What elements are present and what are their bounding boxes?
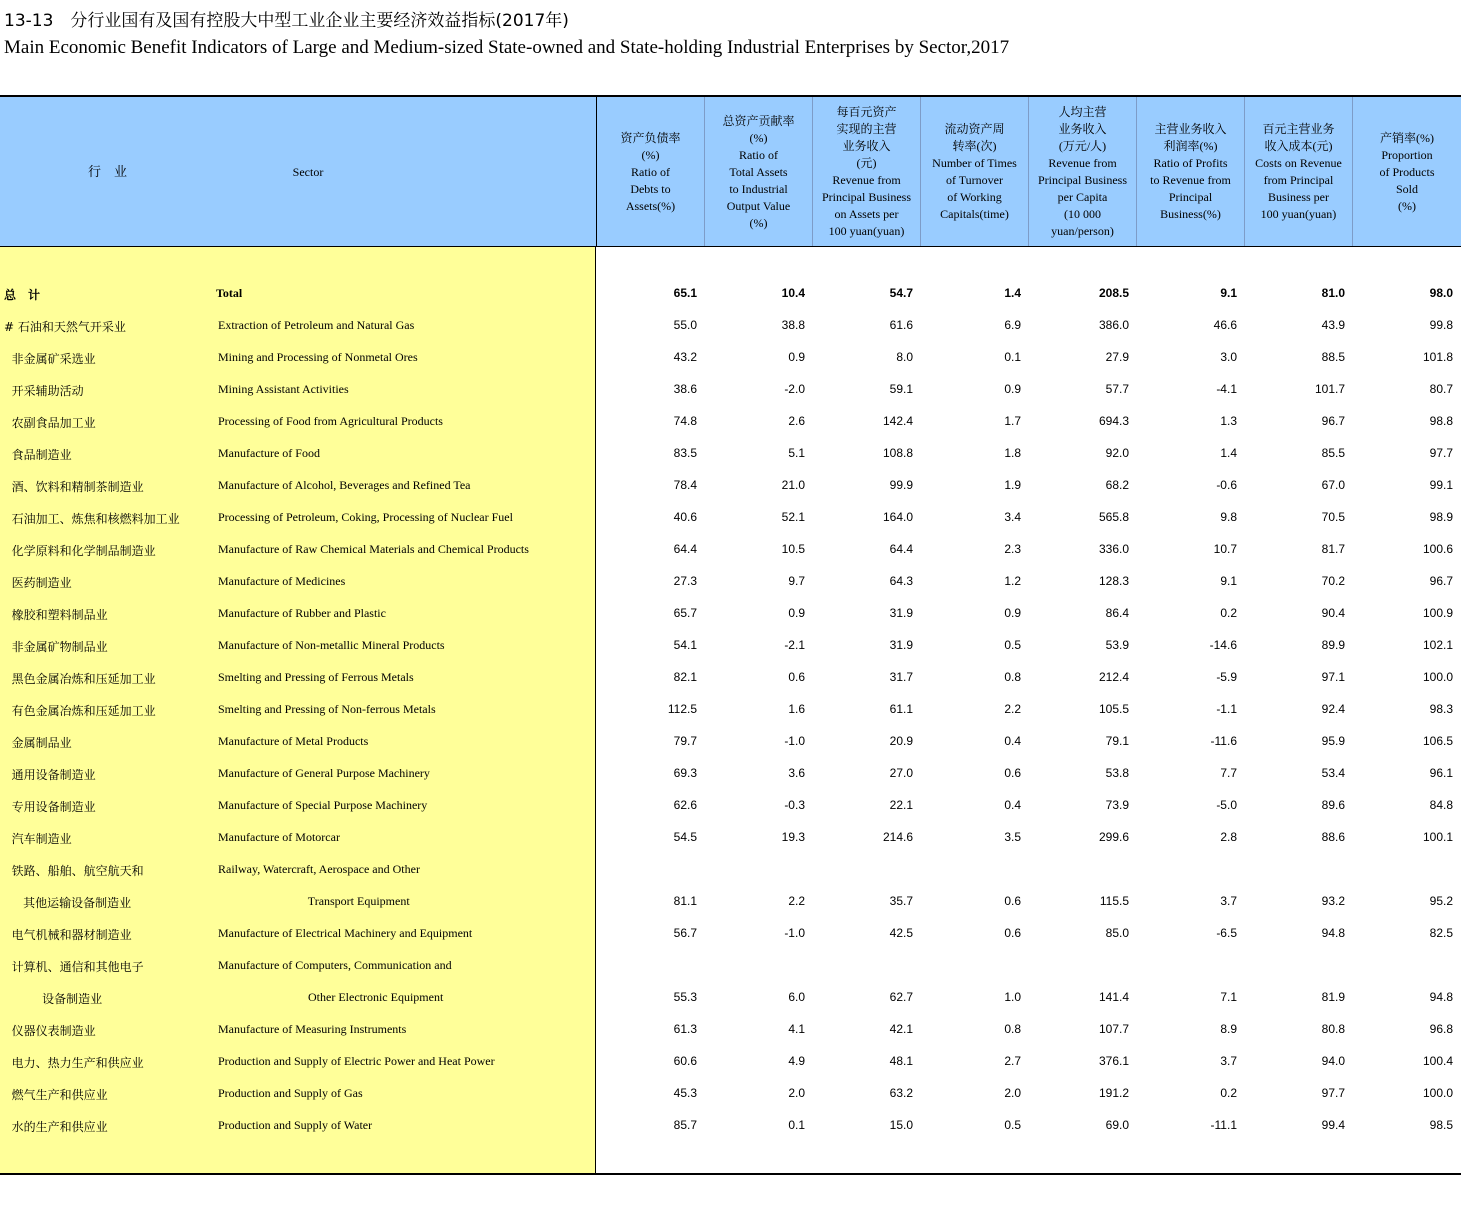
cell-col-3: 63.2: [889, 1086, 913, 1100]
cell-col-6: 1.4: [1220, 446, 1237, 460]
cell-col-8: 98.0: [1429, 286, 1453, 300]
sector-name-en: Manufacture of Computers, Communication and: [218, 958, 452, 972]
cell-col-4: 3.4: [1004, 510, 1021, 524]
table-row: [0, 918, 1461, 950]
sector-name-cn: 电气机械和器材制造业: [4, 928, 132, 942]
cell-col-3: 164.0: [882, 510, 913, 524]
cell-col-8: 100.0: [1422, 670, 1453, 684]
cell-col-8: 96.8: [1429, 1022, 1453, 1036]
cell-col-4: 1.0: [1004, 990, 1021, 1004]
sector-name-cn: 黑色金属冶炼和压延加工业: [4, 672, 156, 686]
table-row: [0, 886, 1461, 918]
sector-name-cn: 水的生产和供应业: [4, 1120, 108, 1134]
cell-col-5: 85.0: [1105, 926, 1129, 940]
cell-col-4: 2.2: [1004, 702, 1021, 716]
cell-col-8: 99.8: [1429, 318, 1453, 332]
cell-col-1: 55.3: [673, 990, 697, 1004]
header-col-8: 产销率(%) Proportion of Products Sold (%): [1379, 130, 1435, 213]
cell-col-1: 112.5: [667, 702, 697, 716]
sector-name-en: Extraction of Petroleum and Natural Gas: [218, 318, 415, 332]
cell-col-6: -11.1: [1210, 1118, 1237, 1132]
cell-col-6: -11.6: [1210, 734, 1237, 748]
cell-col-8: 84.8: [1429, 798, 1453, 812]
header-col-3: 每百元资产 实现的主营 业务收入 (元) Revenue from Principal Business on Assets per 100 yuan(yuan): [813, 97, 921, 247]
sector-name-cn: 专用设备制造业: [4, 800, 96, 814]
sector-name-en: Processing of Food from Agricultural Products: [218, 414, 443, 428]
cell-col-1: 85.7: [673, 1118, 697, 1132]
cell-col-4: 0.9: [1004, 606, 1021, 620]
cell-col-8: 99.1: [1429, 478, 1453, 492]
sector-name-cn: 燃气生产和供应业: [4, 1088, 108, 1102]
cell-col-7: 93.2: [1321, 894, 1345, 908]
cell-col-1: 45.3: [673, 1086, 697, 1100]
cell-col-5: 191.2: [1098, 1086, 1129, 1100]
header-col-6: 主营业务收入 利润率(%) Ratio of Profits to Revenue from Principal Business(%): [1137, 97, 1245, 247]
cell-col-1: 27.3: [673, 574, 697, 588]
cell-col-7: 80.8: [1321, 1022, 1345, 1036]
cell-col-2: 19.3: [781, 830, 805, 844]
table-row: [0, 374, 1461, 406]
sector-name-cn: 食品制造业: [4, 448, 72, 462]
table-row: [0, 406, 1461, 438]
cell-col-1: 55.0: [673, 318, 697, 332]
cell-col-8: 102.1: [1422, 638, 1453, 652]
cell-col-3: 31.9: [889, 606, 913, 620]
sector-name-en: Manufacture of Special Purpose Machinery: [218, 798, 428, 812]
cell-col-3: 27.0: [889, 766, 913, 780]
table-row: [0, 1078, 1461, 1110]
table-row: [0, 278, 1461, 310]
cell-col-7: 97.1: [1321, 670, 1345, 684]
cell-col-2: 2.0: [788, 1086, 805, 1100]
cell-col-3: 108.8: [882, 446, 913, 460]
sector-name-en: Railway, Watercraft, Aerospace and Other: [218, 862, 420, 876]
sector-name-en: Manufacture of Medicines: [218, 574, 346, 588]
cell-col-5: 128.3: [1098, 574, 1129, 588]
cell-col-2: 2.2: [788, 894, 805, 908]
cell-col-2: 52.1: [781, 510, 805, 524]
table-row: [0, 854, 1461, 886]
cell-col-2: 9.7: [788, 574, 805, 588]
sector-name-cn: 计算机、通信和其他电子: [4, 960, 144, 974]
table-row: [0, 470, 1461, 502]
table-row: [0, 1014, 1461, 1046]
cell-col-5: 53.8: [1105, 766, 1129, 780]
cell-col-3: 64.4: [889, 542, 913, 556]
cell-col-4: 2.3: [1004, 542, 1021, 556]
cell-col-6: -1.1: [1216, 702, 1237, 716]
cell-col-4: 0.5: [1004, 638, 1021, 652]
sector-name-cn: 石油加工、炼焦和核燃料加工业: [4, 512, 180, 526]
cell-col-3: 15.0: [889, 1118, 913, 1132]
cell-col-8: 100.9: [1422, 606, 1453, 620]
cell-col-1: 83.5: [673, 446, 697, 460]
cell-col-6: -14.6: [1209, 638, 1237, 652]
cell-col-2: 2.6: [788, 414, 805, 428]
cell-col-7: 67.0: [1321, 478, 1345, 492]
cell-col-5: 336.0: [1098, 542, 1129, 556]
sector-name-cn: 设备制造业: [4, 992, 103, 1006]
cell-col-6: 0.2: [1220, 1086, 1237, 1100]
cell-col-8: 98.8: [1429, 414, 1453, 428]
table-row: [0, 662, 1461, 694]
cell-col-8: 82.5: [1429, 926, 1453, 940]
cell-col-5: 105.5: [1098, 702, 1129, 716]
cell-col-3: 61.1: [889, 702, 913, 716]
cell-col-2: 0.9: [788, 606, 805, 620]
cell-col-5: 86.4: [1105, 606, 1129, 620]
cell-col-5: 386.0: [1098, 318, 1129, 332]
cell-col-1: 43.2: [673, 350, 697, 364]
cell-col-5: 565.8: [1098, 510, 1129, 524]
cell-col-3: 214.6: [882, 830, 913, 844]
sector-name-cn: 化学原料和化学制品制造业: [4, 544, 156, 558]
sector-name-cn: 总 计: [4, 288, 41, 302]
header-sector-en: Sector: [216, 97, 597, 247]
cell-col-2: 6.0: [788, 990, 805, 1004]
cell-col-5: 299.6: [1098, 830, 1129, 844]
cell-col-7: 81.9: [1321, 990, 1345, 1004]
cell-col-3: 35.7: [889, 894, 913, 908]
cell-col-4: 1.9: [1004, 478, 1021, 492]
table-row: [0, 726, 1461, 758]
cell-col-8: 97.7: [1429, 446, 1453, 460]
sector-name-en: Manufacture of Alcohol, Beverages and Refined Tea: [218, 478, 471, 492]
sector-name-en: Mining Assistant Activities: [218, 382, 349, 396]
sector-name-en: Manufacture of Metal Products: [218, 734, 369, 748]
cell-col-1: 54.5: [673, 830, 697, 844]
cell-col-7: 88.6: [1321, 830, 1345, 844]
sector-name-cn: 农副食品加工业: [4, 416, 96, 430]
cell-col-2: 0.9: [788, 350, 805, 364]
cell-col-2: 0.1: [788, 1118, 805, 1132]
cell-col-6: 3.7: [1220, 894, 1237, 908]
table-row: [0, 310, 1461, 342]
cell-col-4: 0.6: [1004, 766, 1021, 780]
header-col-1: 资产负债率 (%) Ratio of Debts to Assets(%): [597, 97, 705, 247]
sector-name-en: Total: [216, 286, 243, 300]
cell-col-3: 42.5: [889, 926, 913, 940]
cell-col-6: 3.0: [1220, 350, 1237, 364]
cell-col-5: 107.7: [1098, 1022, 1129, 1036]
cell-col-6: 9.1: [1220, 574, 1237, 588]
cell-col-8: 98.5: [1429, 1118, 1453, 1132]
cell-col-7: 88.5: [1321, 350, 1345, 364]
cell-col-3: 64.3: [889, 574, 913, 588]
sector-name-en: Manufacture of Electrical Machinery and Equipment: [218, 926, 473, 940]
sector-name-cn: 有色金属冶炼和压延加工业: [4, 704, 156, 718]
cell-col-4: 0.4: [1004, 798, 1021, 812]
cell-col-4: 0.8: [1004, 670, 1021, 684]
cell-col-7: 95.9: [1321, 734, 1345, 748]
cell-col-2: 21.0: [781, 478, 805, 492]
cell-col-2: 5.1: [788, 446, 805, 460]
cell-col-6: 9.1: [1220, 286, 1237, 300]
sector-name-en: Production and Supply of Water: [218, 1118, 373, 1132]
cell-col-5: 115.5: [1099, 894, 1129, 908]
cell-col-1: 40.6: [673, 510, 697, 524]
cell-col-7: 85.5: [1321, 446, 1345, 460]
cell-col-4: 0.8: [1004, 1022, 1021, 1036]
cell-col-5: 141.4: [1098, 990, 1129, 1004]
cell-col-4: 2.7: [1004, 1054, 1021, 1068]
cell-col-2: -2.0: [784, 382, 805, 396]
cell-col-3: 22.1: [889, 798, 913, 812]
cell-col-3: 8.0: [896, 350, 913, 364]
table-row: [0, 790, 1461, 822]
header-col-5: 人均主营 业务收入 (万元/人) Revenue from Principal Business per Capita (10 000 yuan/person): [1029, 97, 1137, 247]
cell-col-4: 1.7: [1004, 414, 1021, 428]
cell-col-3: 42.1: [889, 1022, 913, 1036]
table-row: [0, 822, 1461, 854]
cell-col-3: 61.6: [889, 318, 913, 332]
cell-col-1: 54.1: [673, 638, 697, 652]
header-sector-cn: 行 业: [88, 164, 128, 180]
sector-name-en: Manufacture of Motorcar: [218, 830, 340, 844]
cell-col-8: 96.7: [1429, 574, 1453, 588]
sector-name-en: Smelting and Pressing of Non-ferrous Metals: [218, 702, 436, 716]
cell-col-5: 79.1: [1105, 734, 1129, 748]
cell-col-8: 100.0: [1422, 1086, 1453, 1100]
cell-col-4: 0.6: [1004, 926, 1021, 940]
table-row: [0, 566, 1461, 598]
cell-col-5: 27.9: [1105, 350, 1129, 364]
sector-name-en: Processing of Petroleum, Coking, Processing of Nuclear Fuel: [218, 510, 513, 524]
sector-name-en: Smelting and Pressing of Ferrous Metals: [218, 670, 414, 684]
cell-col-8: 101.8: [1422, 350, 1453, 364]
table-header: [0, 97, 1461, 247]
cell-col-1: 79.7: [673, 734, 697, 748]
cell-col-8: 100.1: [1422, 830, 1453, 844]
cell-col-8: 94.8: [1429, 990, 1453, 1004]
cell-col-3: 62.7: [889, 990, 913, 1004]
cell-col-6: -5.0: [1216, 798, 1237, 812]
cell-col-7: 94.0: [1321, 1054, 1345, 1068]
sector-name-en: Manufacture of Measuring Instruments: [218, 1022, 407, 1036]
cell-col-5: 92.0: [1105, 446, 1129, 460]
sector-name-cn: # 石油和天然气开采业: [4, 320, 126, 334]
cell-col-7: 96.7: [1321, 414, 1345, 428]
sector-name-cn: 汽车制造业: [4, 832, 72, 846]
title-cn: 13-13 分行业国有及国有控股大中型工业企业主要经济效益指标(2017年): [4, 11, 569, 31]
cell-col-8: 96.1: [1429, 766, 1453, 780]
cell-col-7: 94.8: [1321, 926, 1345, 940]
cell-col-1: 56.7: [673, 926, 697, 940]
cell-col-2: 10.4: [781, 286, 805, 300]
cell-col-5: 694.3: [1098, 414, 1129, 428]
cell-col-1: 74.8: [673, 414, 697, 428]
cell-col-2: 0.6: [788, 670, 805, 684]
cell-col-4: 1.2: [1004, 574, 1021, 588]
sector-name-en: Transport Equipment: [218, 894, 410, 908]
cell-col-4: 0.6: [1004, 894, 1021, 908]
cell-col-6: -4.1: [1216, 382, 1237, 396]
cell-col-4: 0.1: [1004, 350, 1021, 364]
cell-col-7: 99.4: [1321, 1118, 1345, 1132]
sector-name-cn: 仪器仪表制造业: [4, 1024, 96, 1038]
cell-col-5: 68.2: [1105, 478, 1129, 492]
cell-col-1: 60.6: [673, 1054, 697, 1068]
cell-col-7: 81.7: [1321, 542, 1345, 556]
table-row: [0, 342, 1461, 374]
cell-col-2: -2.1: [784, 638, 805, 652]
cell-col-4: 0.9: [1004, 382, 1021, 396]
cell-col-8: 80.7: [1429, 382, 1453, 396]
sector-name-en: Other Electronic Equipment: [218, 990, 444, 1004]
cell-col-6: 0.2: [1220, 606, 1237, 620]
cell-col-8: 98.3: [1429, 702, 1453, 716]
sector-name-cn: 开采辅助活动: [4, 384, 84, 398]
cell-col-7: 70.2: [1321, 574, 1345, 588]
cell-col-5: 53.9: [1105, 638, 1129, 652]
cell-col-7: 92.4: [1321, 702, 1345, 716]
cell-col-3: 31.9: [889, 638, 913, 652]
cell-col-2: -0.3: [784, 798, 805, 812]
sector-name-en: Manufacture of Non-metallic Mineral Products: [218, 638, 445, 652]
sector-name-en: Manufacture of Food: [218, 446, 320, 460]
cell-col-4: 1.4: [1004, 286, 1021, 300]
sector-name-en: Manufacture of General Purpose Machinery: [218, 766, 430, 780]
cell-col-5: 208.5: [1098, 286, 1129, 300]
cell-col-7: 90.4: [1321, 606, 1345, 620]
cell-col-2: 3.6: [788, 766, 805, 780]
cell-col-8: 95.2: [1429, 894, 1453, 908]
sector-name-cn: 非金属矿物制品业: [4, 640, 108, 654]
cell-col-1: 65.7: [673, 606, 697, 620]
cell-col-2: 4.1: [788, 1022, 805, 1036]
cell-col-6: -0.6: [1216, 478, 1237, 492]
table-row: [0, 502, 1461, 534]
cell-col-3: 31.7: [889, 670, 913, 684]
cell-col-2: -1.0: [784, 926, 805, 940]
cell-col-8: 106.5: [1422, 734, 1453, 748]
sector-name-en: Manufacture of Rubber and Plastic: [218, 606, 386, 620]
header-col-2: 总资产贡献率 (%) Ratio of Total Assets to Industrial Output Value (%): [705, 97, 813, 247]
cell-col-3: 20.9: [889, 734, 913, 748]
cell-col-7: 53.4: [1321, 766, 1345, 780]
cell-col-7: 89.6: [1321, 798, 1345, 812]
cell-col-5: 212.4: [1098, 670, 1129, 684]
cell-col-6: -5.9: [1216, 670, 1237, 684]
cell-col-7: 97.7: [1321, 1086, 1345, 1100]
header-col-7: 百元主营业务 收入成本(元) Costs on Revenue from Principal Business per 100 yuan(yuan): [1245, 97, 1353, 247]
cell-col-1: 69.3: [673, 766, 697, 780]
sector-name-en: Production and Supply of Electric Power and Heat Power: [218, 1054, 495, 1068]
cell-col-3: 54.7: [889, 286, 913, 300]
cell-col-6: 7.1: [1220, 990, 1237, 1004]
cell-col-2: 38.8: [781, 318, 805, 332]
header-col-4: 流动资产周 转率(次) Number of Times of Turnover of Working Capitals(time): [921, 97, 1029, 247]
sector-name-cn: 其他运输设备制造业: [4, 896, 132, 910]
cell-col-1: 61.3: [673, 1022, 697, 1036]
sector-name-en: Manufacture of Raw Chemical Materials and Chemical Products: [218, 542, 529, 556]
cell-col-4: 2.0: [1004, 1086, 1021, 1100]
table-row: [0, 1046, 1461, 1078]
cell-col-1: 64.4: [673, 542, 697, 556]
sector-name-en: Mining and Processing of Nonmetal Ores: [218, 350, 418, 364]
table-row: [0, 982, 1461, 1014]
title-en: Main Economic Benefit Indicators of Large and Medium-sized State-owned and State-holding Industrial Enterprises by Sector,2017: [4, 37, 1010, 58]
cell-col-2: 10.5: [781, 542, 805, 556]
cell-col-1: 38.6: [673, 382, 697, 396]
cell-col-8: 100.6: [1422, 542, 1453, 556]
cell-col-7: 43.9: [1321, 318, 1345, 332]
cell-col-6: 2.8: [1220, 830, 1237, 844]
cell-col-6: 7.7: [1220, 766, 1237, 780]
table-row: [0, 1110, 1461, 1142]
cell-col-5: 73.9: [1105, 798, 1129, 812]
table-row: [0, 950, 1461, 982]
table-row: [0, 438, 1461, 470]
table-row: [0, 534, 1461, 566]
cell-col-6: 46.6: [1213, 318, 1237, 332]
cell-col-8: 98.9: [1429, 510, 1453, 524]
cell-col-3: 142.4: [882, 414, 913, 428]
cell-col-3: 48.1: [889, 1054, 913, 1068]
sector-name-cn: 金属制品业: [4, 736, 72, 750]
cell-col-8: 100.4: [1422, 1054, 1453, 1068]
cell-col-1: 62.6: [673, 798, 697, 812]
cell-col-6: 10.7: [1213, 542, 1237, 556]
cell-col-5: 69.0: [1105, 1118, 1129, 1132]
cell-col-6: 3.7: [1220, 1054, 1237, 1068]
cell-col-6: 9.8: [1220, 510, 1237, 524]
sector-name-cn: 非金属矿采选业: [4, 352, 96, 366]
bottom-rule: [0, 1173, 1461, 1175]
table-row: [0, 598, 1461, 630]
table-row: [0, 630, 1461, 662]
cell-col-2: 4.9: [788, 1054, 805, 1068]
cell-col-6: -6.5: [1216, 926, 1237, 940]
cell-col-7: 101.7: [1314, 382, 1345, 396]
cell-col-2: -1.0: [784, 734, 805, 748]
cell-col-5: 57.7: [1105, 382, 1129, 396]
sector-name-cn: 铁路、船舶、航空航天和: [4, 864, 144, 878]
cell-col-4: 0.5: [1004, 1118, 1021, 1132]
sector-name-cn: 通用设备制造业: [4, 768, 96, 782]
cell-col-4: 3.5: [1004, 830, 1021, 844]
cell-col-7: 81.0: [1321, 286, 1345, 300]
cell-col-2: 1.6: [788, 702, 805, 716]
cell-col-7: 89.9: [1321, 638, 1345, 652]
cell-col-4: 1.8: [1004, 446, 1021, 460]
cell-col-7: 70.5: [1321, 510, 1345, 524]
table-row: [0, 758, 1461, 790]
cell-col-4: 6.9: [1004, 318, 1021, 332]
table-row: [0, 694, 1461, 726]
sector-name-cn: 橡胶和塑料制品业: [4, 608, 108, 622]
sector-name-cn: 电力、热力生产和供应业: [4, 1056, 144, 1070]
cell-col-5: 376.1: [1098, 1054, 1129, 1068]
cell-col-1: 65.1: [673, 286, 697, 300]
cell-col-4: 0.4: [1004, 734, 1021, 748]
cell-col-3: 99.9: [889, 478, 913, 492]
cell-col-6: 8.9: [1220, 1022, 1237, 1036]
cell-col-1: 82.1: [673, 670, 697, 684]
sector-name-cn: 酒、饮料和精制茶制造业: [4, 480, 144, 494]
cell-col-1: 78.4: [673, 478, 697, 492]
sector-name-en: Production and Supply of Gas: [218, 1086, 363, 1100]
cell-col-1: 81.1: [673, 894, 697, 908]
cell-col-3: 59.1: [889, 382, 913, 396]
cell-col-6: 1.3: [1220, 414, 1237, 428]
sector-name-cn: 医药制造业: [4, 576, 72, 590]
